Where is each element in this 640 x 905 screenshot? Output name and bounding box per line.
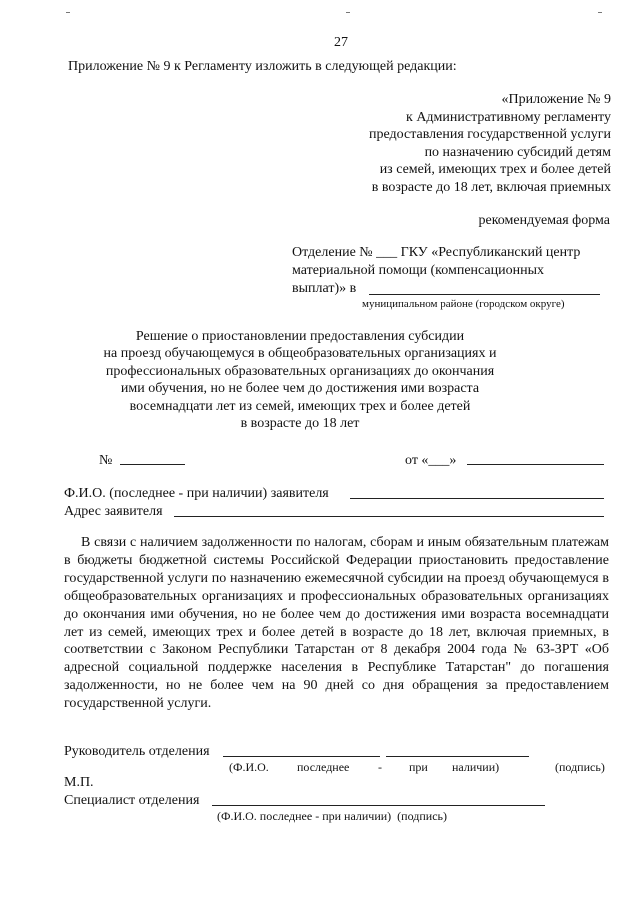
head-caption-fio: (Ф.И.О. — [229, 760, 269, 774]
scan-mark — [66, 12, 70, 13]
page-number: 27 — [334, 35, 348, 50]
specialist-fio-blank-line — [212, 805, 402, 806]
department-line-3: выплат)» в — [292, 281, 357, 296]
decision-title-line: Решение о приостановлении предоставления субсидии — [135, 329, 465, 344]
department-caption: муниципальном районе (городском округе) — [362, 298, 565, 310]
specialist-caption: (Ф.И.О. последнее - при наличии) (подпись) — [217, 809, 447, 823]
specialist-sign-blank-line — [402, 805, 545, 806]
applicant-address-blank-line — [174, 516, 604, 517]
number-label: № — [99, 453, 113, 468]
appendix-header-line: в возрасте до 18 лет, включая приемных — [371, 179, 611, 195]
appendix-header — [369, 91, 611, 197]
date-label: от «___» — [405, 453, 457, 468]
decision-title-line: восемнадцати лет из семей, имеющих трех и более детей — [129, 398, 471, 414]
decision-title — [80, 328, 520, 432]
head-caption-at: при — [409, 760, 428, 774]
department-blank-line — [369, 294, 600, 295]
head-caption-last: последнее — [297, 760, 350, 774]
date-blank-line — [467, 464, 604, 465]
decision-title-line: профессиональных образовательных организациях до окончания — [105, 363, 495, 379]
decision-title-line: на проезд обучающемуся в общеобразовательных организациях и — [103, 346, 497, 362]
head-caption-avail: наличии) — [452, 760, 500, 774]
number-blank-line — [120, 464, 185, 465]
decision-body — [64, 534, 609, 713]
department-line-1: Отделение № ___ ГКУ «Республиканский центр — [292, 245, 581, 260]
appendix-header-line: предоставления государственной услуги — [369, 127, 611, 143]
head-signature-label: Руководитель отделения — [64, 744, 210, 759]
stamp-label: М.П. — [64, 775, 94, 790]
appendix-header-line: к Административному регламенту — [406, 109, 611, 125]
scan-mark — [346, 12, 350, 13]
applicant-name-label: Ф.И.О. (последнее - при наличии) заявителя — [64, 486, 329, 501]
applicant-address-label: Адрес заявителя — [64, 504, 163, 519]
head-caption-dash: - — [378, 760, 382, 774]
appendix-header-line: из семей, имеющих трех и более детей — [379, 162, 611, 178]
decision-body-paragraph: В связи с наличием задолженности по налогам, сборам и иным обязательным платежам в бюджеты бюджетной системы Российской Федерации приостановить предоставление государственной услуги по назначению ежемесячной субсидии на проезд обучающемуся в общеобразовательных организациях и профессиональных образовательных организациях до окончания ими обучения, но не более чем до достижения ими возраста восемнадцати лет из семей, имеющих трех и более детей в возрасте до 18 лет, включая приемных, в соответствии с Законом Республики Татарстан от 8 декабря 2004 года № 63-ЗРТ «Об адресной социальной поддержке населения в Республике Татарстан" до погашения задолженности, но не более чем на 90 дней со дня обращения за предоставлением государственной услуги. — [64, 535, 609, 712]
specialist-signature-label: Специалист отделения — [64, 793, 200, 808]
scan-mark — [598, 12, 602, 13]
appendix-header-line: по назначению субсидий детям — [424, 144, 611, 160]
intro-line: Приложение № 9 к Регламенту изложить в следующей редакции: — [68, 59, 457, 74]
head-caption-sign: (подпись) — [555, 760, 605, 774]
head-fio-blank-line — [223, 756, 380, 757]
applicant-name-blank-line — [350, 498, 604, 499]
recommended-form-label: рекомендуемая форма — [478, 213, 610, 228]
decision-title-line: в возрасте до 18 лет — [240, 416, 360, 432]
decision-title-line: ими обучения, но не более чем до достижения ими возраста — [120, 381, 480, 397]
head-sign-blank-line — [386, 756, 529, 757]
appendix-header-line: «Приложение № 9 — [501, 92, 611, 107]
department-line-2: материальной помощи (компенсационных — [292, 263, 545, 278]
